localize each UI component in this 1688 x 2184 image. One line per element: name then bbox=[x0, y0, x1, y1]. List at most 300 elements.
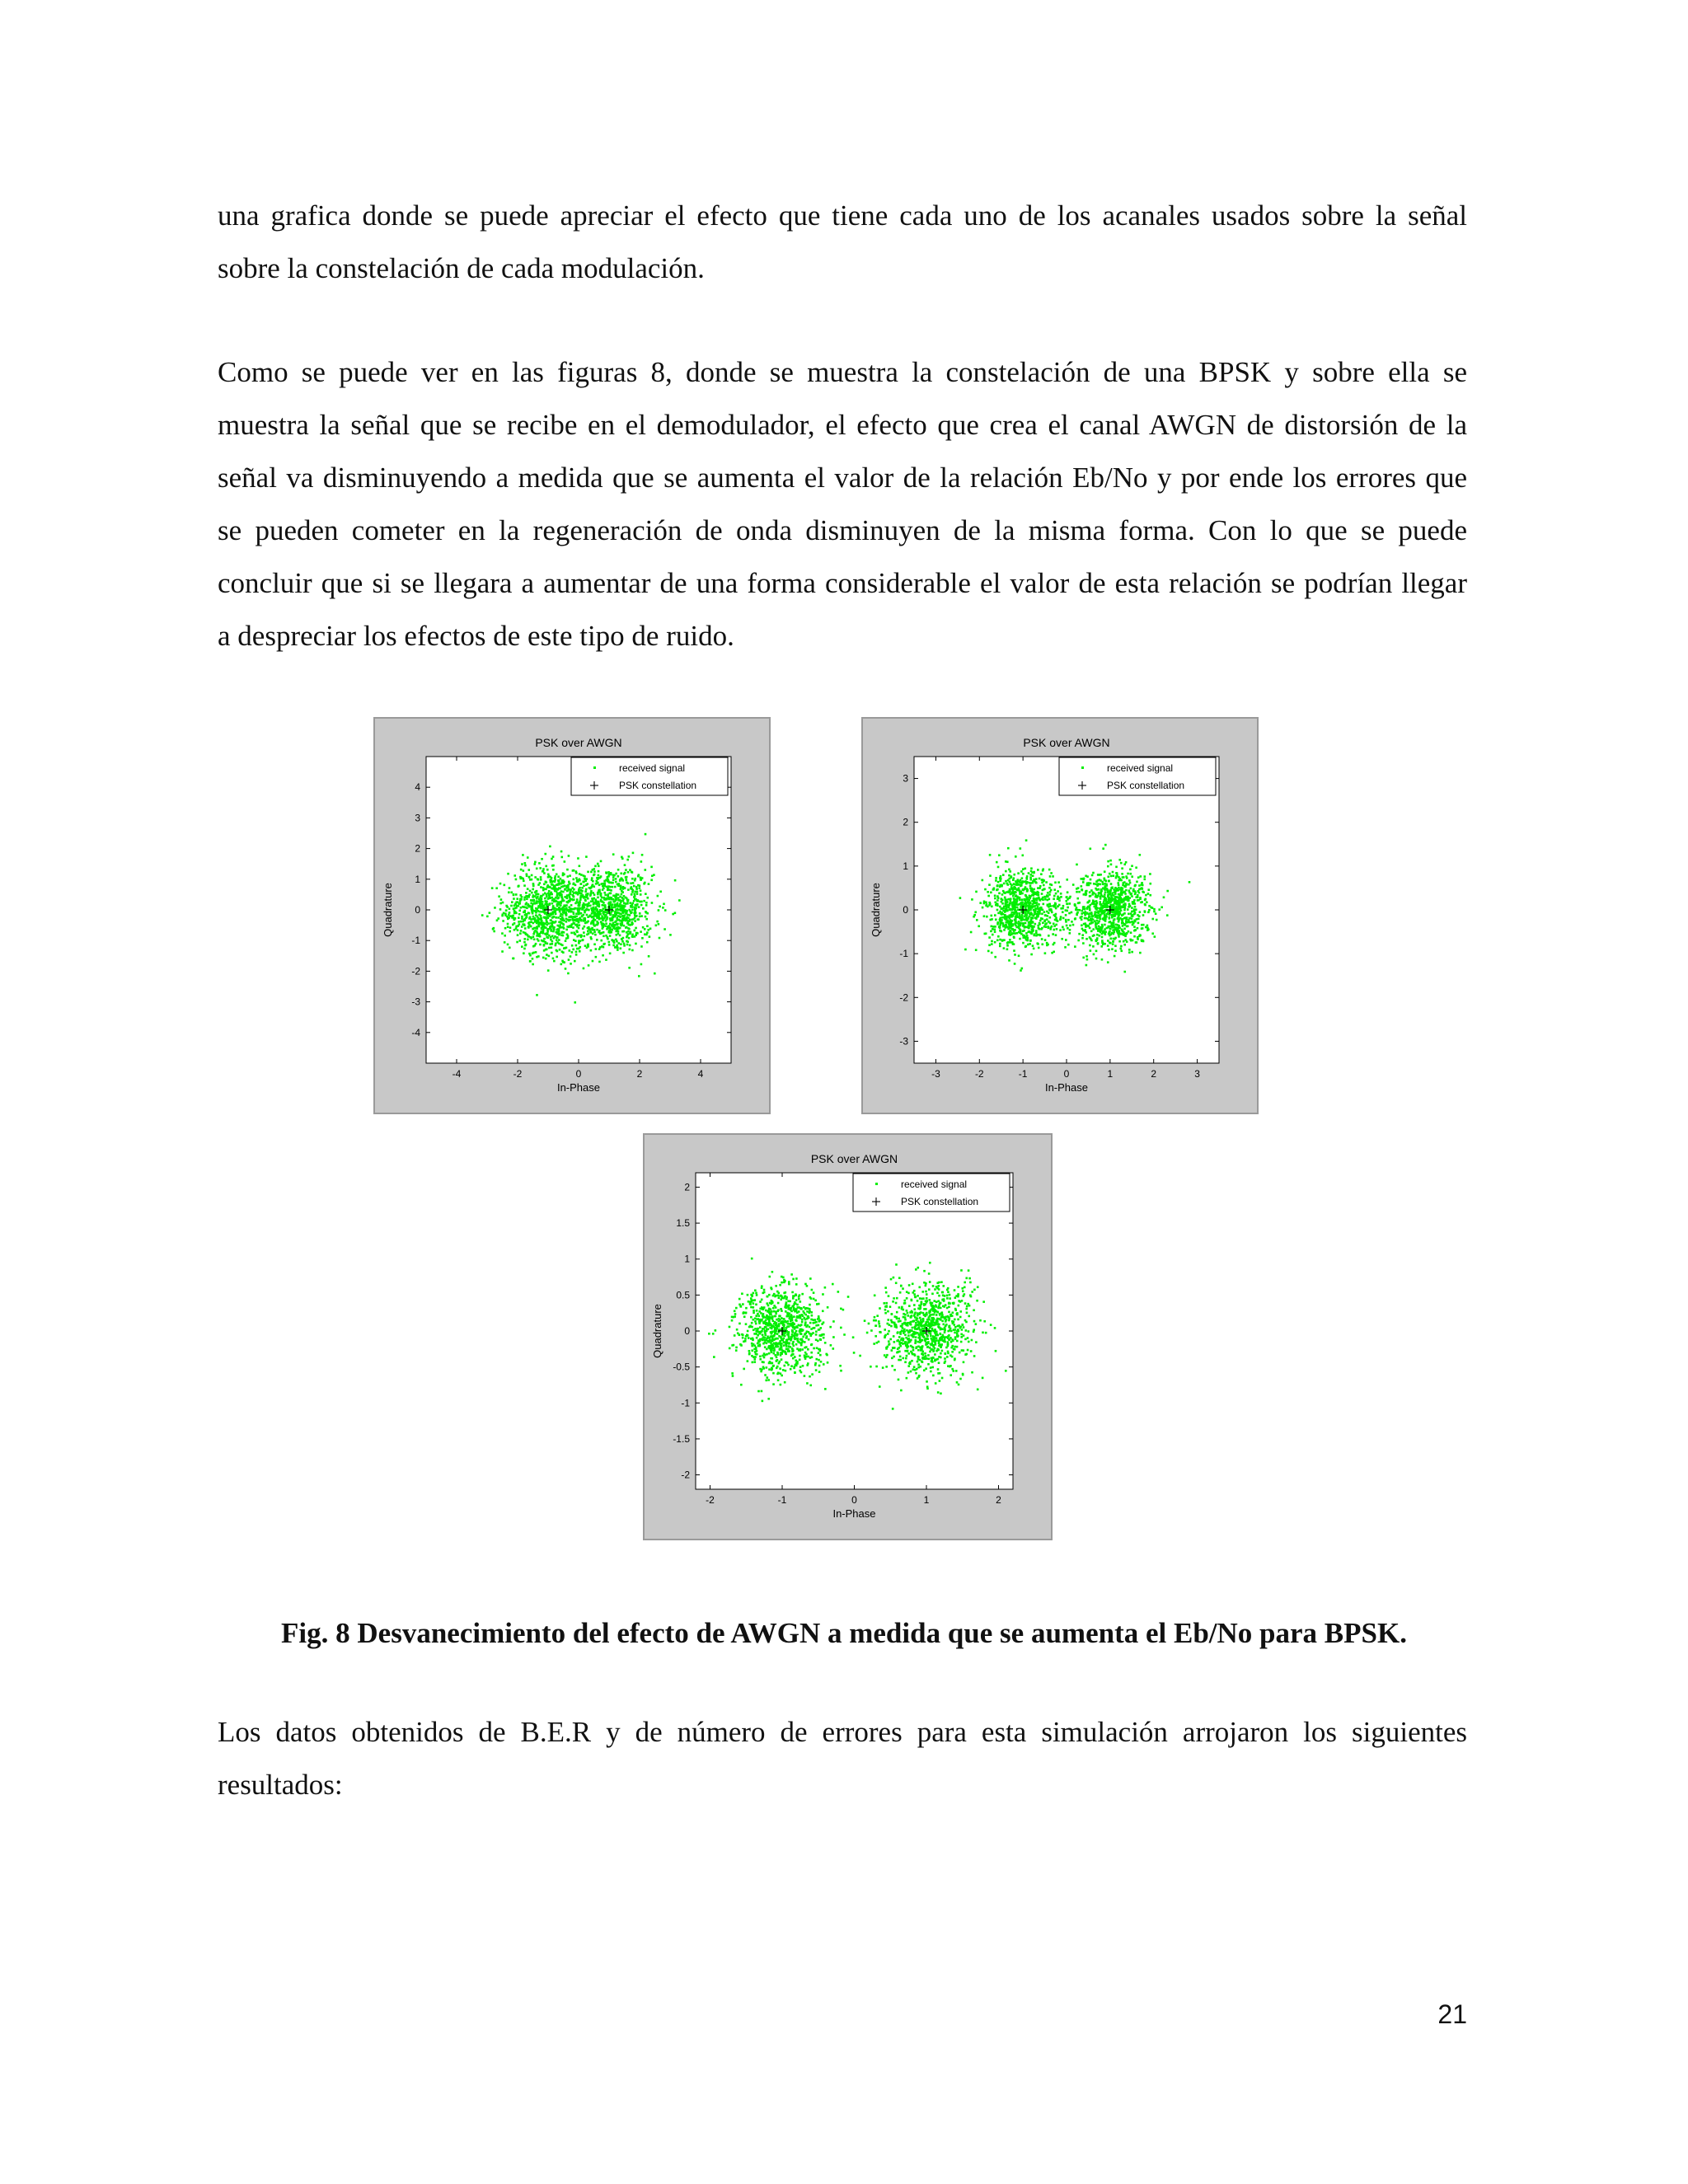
signal-point bbox=[1015, 910, 1017, 912]
signal-point bbox=[1099, 879, 1101, 881]
signal-point bbox=[603, 880, 606, 883]
signal-point bbox=[638, 874, 640, 876]
signal-point bbox=[1053, 925, 1056, 927]
signal-point bbox=[995, 904, 997, 907]
signal-point bbox=[496, 919, 499, 921]
signal-point bbox=[537, 905, 540, 907]
signal-point bbox=[886, 1354, 889, 1357]
signal-point bbox=[669, 934, 672, 936]
signal-point bbox=[1032, 874, 1034, 877]
signal-point bbox=[923, 1308, 926, 1310]
signal-point bbox=[765, 1380, 767, 1382]
signal-point bbox=[800, 1333, 803, 1335]
signal-point bbox=[569, 874, 571, 877]
signal-point bbox=[544, 853, 546, 855]
signal-point bbox=[740, 1384, 743, 1386]
signal-point bbox=[1101, 958, 1104, 961]
signal-point bbox=[985, 901, 987, 903]
signal-point bbox=[1010, 875, 1013, 878]
x-tick-label: 4 bbox=[697, 1068, 704, 1080]
signal-point bbox=[544, 941, 546, 944]
signal-point bbox=[1144, 904, 1146, 907]
signal-point bbox=[1121, 873, 1123, 875]
signal-point bbox=[622, 900, 625, 902]
signal-point bbox=[631, 909, 634, 912]
signal-point bbox=[1031, 871, 1034, 874]
signal-point bbox=[527, 856, 529, 859]
signal-point bbox=[734, 1310, 736, 1312]
signal-point bbox=[806, 1285, 809, 1287]
signal-point bbox=[1137, 876, 1140, 879]
signal-point bbox=[1069, 932, 1071, 935]
signal-point bbox=[1021, 901, 1024, 903]
signal-point bbox=[961, 1287, 964, 1290]
signal-point bbox=[1014, 903, 1016, 906]
signal-point bbox=[631, 934, 634, 936]
signal-point bbox=[1074, 917, 1076, 920]
signal-point bbox=[533, 938, 536, 940]
signal-point bbox=[554, 911, 556, 913]
signal-point bbox=[615, 898, 617, 900]
signal-point bbox=[522, 854, 524, 856]
signal-point bbox=[656, 921, 659, 923]
signal-point bbox=[587, 909, 589, 912]
signal-point bbox=[820, 1361, 823, 1363]
signal-point bbox=[1030, 932, 1033, 935]
signal-point bbox=[1120, 887, 1123, 889]
signal-point bbox=[592, 933, 594, 935]
signal-point bbox=[556, 925, 559, 927]
signal-point bbox=[1120, 949, 1123, 952]
legend-label-psk-constellation: PSK constellation bbox=[619, 780, 697, 791]
signal-point bbox=[1095, 924, 1097, 926]
signal-point bbox=[560, 915, 562, 917]
signal-point bbox=[572, 869, 574, 872]
signal-point bbox=[1091, 893, 1094, 896]
signal-point bbox=[1009, 881, 1011, 883]
signal-point bbox=[553, 916, 556, 918]
signal-point bbox=[1118, 911, 1121, 913]
signal-point bbox=[781, 1297, 784, 1300]
signal-point bbox=[767, 1337, 770, 1339]
signal-point bbox=[534, 902, 537, 905]
signal-point bbox=[529, 890, 532, 893]
signal-point bbox=[614, 886, 617, 888]
signal-point bbox=[811, 1289, 814, 1291]
signal-point bbox=[560, 883, 563, 885]
signal-point bbox=[590, 893, 593, 895]
y-tick-label: -1 bbox=[411, 935, 420, 947]
signal-point bbox=[900, 1285, 903, 1287]
signal-point bbox=[595, 880, 598, 883]
signal-point bbox=[1066, 910, 1068, 912]
signal-point bbox=[898, 1277, 901, 1279]
signal-point bbox=[899, 1356, 902, 1358]
signal-point bbox=[612, 903, 614, 906]
signal-point bbox=[543, 923, 546, 926]
signal-point bbox=[545, 933, 547, 935]
signal-point bbox=[591, 885, 593, 888]
signal-point bbox=[525, 903, 528, 906]
signal-point bbox=[1105, 916, 1108, 918]
signal-point bbox=[565, 947, 568, 949]
signal-point bbox=[509, 930, 511, 933]
signal-point bbox=[612, 901, 615, 903]
signal-point bbox=[581, 887, 584, 889]
signal-point bbox=[535, 910, 537, 912]
signal-point bbox=[524, 944, 527, 947]
signal-point bbox=[964, 949, 967, 951]
signal-point bbox=[817, 1318, 819, 1320]
signal-point bbox=[962, 1374, 964, 1376]
signal-point bbox=[548, 894, 551, 897]
signal-point bbox=[640, 879, 642, 881]
signal-point bbox=[1109, 873, 1111, 875]
signal-point bbox=[658, 909, 660, 912]
signal-point bbox=[898, 1379, 900, 1381]
signal-point bbox=[559, 926, 561, 929]
signal-point bbox=[815, 1358, 818, 1361]
signal-point bbox=[591, 898, 593, 900]
signal-point bbox=[1025, 922, 1027, 925]
signal-point bbox=[586, 934, 588, 936]
signal-point bbox=[1085, 955, 1088, 958]
signal-point bbox=[529, 960, 532, 963]
signal-point bbox=[949, 1297, 951, 1300]
signal-point bbox=[635, 943, 637, 945]
signal-point bbox=[635, 904, 637, 907]
signal-point bbox=[773, 1350, 776, 1352]
signal-point bbox=[808, 1338, 810, 1341]
signal-point bbox=[1123, 940, 1125, 943]
signal-point bbox=[568, 900, 570, 902]
signal-point bbox=[517, 929, 519, 931]
signal-point bbox=[645, 916, 647, 918]
signal-point bbox=[560, 904, 562, 907]
signal-point bbox=[814, 1362, 817, 1365]
signal-point bbox=[524, 927, 527, 930]
paragraph-bpsk-analysis bbox=[198, 346, 1467, 663]
signal-point bbox=[570, 925, 573, 927]
signal-point bbox=[752, 1306, 754, 1309]
signal-point bbox=[975, 1323, 978, 1325]
signal-point bbox=[546, 930, 549, 933]
signal-point bbox=[780, 1384, 782, 1386]
signal-point bbox=[924, 1324, 926, 1326]
signal-point bbox=[1074, 945, 1076, 948]
signal-point bbox=[535, 907, 537, 910]
signal-point bbox=[610, 893, 612, 895]
signal-point bbox=[1133, 926, 1136, 928]
signal-point bbox=[947, 1291, 950, 1293]
signal-point bbox=[1129, 921, 1132, 924]
signal-point bbox=[935, 1382, 937, 1385]
signal-point bbox=[1049, 875, 1052, 878]
signal-point bbox=[1131, 921, 1133, 923]
signal-point bbox=[1123, 904, 1125, 907]
signal-point bbox=[532, 884, 535, 887]
signal-point bbox=[1104, 870, 1106, 873]
signal-point bbox=[1012, 895, 1015, 898]
signal-point bbox=[529, 879, 532, 881]
signal-point bbox=[1100, 918, 1102, 921]
signal-point bbox=[615, 878, 617, 880]
signal-point bbox=[499, 908, 502, 911]
signal-point bbox=[557, 875, 560, 878]
signal-point bbox=[731, 1372, 734, 1375]
signal-point bbox=[621, 897, 624, 899]
signal-point bbox=[590, 907, 593, 910]
signal-point bbox=[1084, 913, 1086, 916]
signal-point bbox=[900, 1390, 903, 1392]
signal-point bbox=[735, 1307, 738, 1310]
signal-point bbox=[713, 1356, 715, 1358]
signal-point bbox=[546, 929, 549, 931]
signal-point bbox=[840, 1308, 842, 1310]
x-tick-label: 2 bbox=[636, 1068, 643, 1080]
signal-point bbox=[556, 893, 559, 895]
signal-point bbox=[518, 940, 521, 942]
signal-point bbox=[762, 1400, 764, 1403]
signal-point bbox=[912, 1320, 914, 1323]
signal-point bbox=[531, 892, 533, 894]
signal-point bbox=[631, 871, 634, 874]
signal-point bbox=[520, 930, 523, 932]
signal-point bbox=[1042, 868, 1044, 870]
signal-point bbox=[776, 1367, 778, 1370]
signal-point bbox=[616, 913, 618, 916]
signal-point bbox=[1053, 888, 1056, 891]
signal-point bbox=[771, 1271, 774, 1273]
signal-point bbox=[1096, 937, 1099, 940]
signal-point bbox=[987, 950, 990, 953]
signal-point bbox=[647, 929, 649, 931]
signal-point bbox=[493, 930, 495, 933]
signal-point bbox=[735, 1349, 738, 1352]
signal-point bbox=[557, 901, 560, 903]
signal-point bbox=[801, 1342, 804, 1344]
signal-point bbox=[748, 1337, 750, 1339]
signal-point bbox=[593, 907, 595, 909]
signal-point bbox=[1102, 942, 1104, 944]
signal-point bbox=[501, 915, 504, 917]
signal-point bbox=[1089, 912, 1091, 915]
signal-point bbox=[1012, 889, 1015, 892]
signal-point bbox=[612, 879, 615, 881]
signal-point bbox=[952, 1311, 954, 1314]
signal-point bbox=[518, 902, 521, 905]
signal-point bbox=[640, 963, 643, 966]
signal-point bbox=[596, 939, 598, 941]
signal-point bbox=[1039, 885, 1042, 888]
signal-point bbox=[948, 1311, 950, 1314]
signal-point bbox=[1099, 907, 1101, 910]
signal-point bbox=[523, 952, 525, 954]
signal-point bbox=[1109, 889, 1112, 892]
signal-point bbox=[929, 1262, 931, 1264]
signal-point bbox=[1022, 868, 1025, 870]
signal-point bbox=[658, 923, 660, 926]
signal-point bbox=[968, 1277, 971, 1280]
signal-point bbox=[1113, 898, 1115, 901]
signal-point bbox=[606, 898, 608, 900]
signal-point bbox=[1156, 919, 1158, 921]
signal-point bbox=[583, 907, 585, 909]
signal-point bbox=[1001, 919, 1003, 921]
signal-point bbox=[640, 915, 643, 917]
signal-point bbox=[1142, 891, 1145, 893]
signal-point bbox=[1137, 922, 1140, 925]
signal-point bbox=[1017, 872, 1020, 874]
signal-point bbox=[628, 924, 631, 926]
signal-point bbox=[535, 890, 537, 893]
signal-point bbox=[947, 1315, 950, 1318]
signal-point bbox=[741, 1292, 743, 1295]
signal-point bbox=[759, 1355, 762, 1357]
signal-point bbox=[579, 907, 582, 910]
signal-point bbox=[556, 936, 558, 939]
signal-point bbox=[1044, 952, 1047, 954]
signal-point bbox=[1090, 930, 1093, 933]
signal-point bbox=[1099, 916, 1101, 918]
signal-point bbox=[958, 1305, 960, 1307]
signal-point bbox=[543, 938, 546, 940]
signal-point bbox=[552, 958, 555, 960]
signal-point bbox=[868, 1323, 870, 1325]
x-tick-label: -1 bbox=[777, 1494, 787, 1506]
signal-point bbox=[1081, 918, 1083, 921]
signal-point bbox=[884, 1309, 887, 1311]
signal-point bbox=[1132, 914, 1134, 916]
signal-point bbox=[1009, 891, 1011, 893]
signal-point bbox=[1013, 874, 1015, 876]
signal-point bbox=[983, 901, 986, 903]
signal-point bbox=[1004, 897, 1006, 899]
signal-point bbox=[601, 945, 603, 948]
signal-point bbox=[1144, 911, 1146, 913]
signal-point bbox=[1030, 925, 1033, 927]
signal-point bbox=[1059, 886, 1062, 888]
y-tick-label: 2 bbox=[415, 842, 420, 855]
signal-point bbox=[735, 1347, 738, 1349]
signal-point bbox=[513, 910, 516, 912]
signal-point bbox=[801, 1321, 804, 1324]
signal-point bbox=[527, 939, 529, 941]
signal-point bbox=[1020, 879, 1022, 882]
signal-point bbox=[744, 1340, 747, 1343]
signal-point bbox=[1135, 896, 1137, 898]
signal-point bbox=[646, 897, 649, 899]
signal-point bbox=[542, 901, 544, 903]
signal-point bbox=[732, 1375, 734, 1377]
signal-point bbox=[518, 910, 521, 912]
signal-point bbox=[547, 914, 550, 916]
signal-point bbox=[561, 909, 564, 912]
signal-point bbox=[592, 892, 594, 894]
signal-point bbox=[810, 1352, 813, 1354]
signal-point bbox=[1042, 879, 1044, 881]
signal-point bbox=[1069, 925, 1071, 927]
signal-point bbox=[1107, 865, 1109, 868]
signal-point bbox=[612, 882, 614, 884]
signal-point bbox=[940, 1346, 942, 1348]
signal-point bbox=[785, 1370, 787, 1372]
signal-point bbox=[1128, 892, 1131, 894]
signal-point bbox=[960, 1269, 963, 1272]
signal-point bbox=[1082, 957, 1085, 959]
signal-point bbox=[1117, 889, 1119, 892]
signal-point bbox=[1120, 933, 1123, 935]
signal-point bbox=[948, 1302, 950, 1305]
signal-point bbox=[753, 1361, 756, 1363]
signal-point bbox=[804, 1319, 807, 1321]
signal-point bbox=[1060, 893, 1062, 895]
signal-point bbox=[536, 926, 538, 928]
y-tick-label: -1 bbox=[899, 948, 908, 960]
signal-point bbox=[1019, 916, 1021, 919]
signal-point bbox=[780, 1372, 782, 1375]
signal-point bbox=[1095, 940, 1098, 942]
signal-point bbox=[1032, 944, 1034, 947]
signal-point bbox=[573, 931, 575, 934]
signal-point bbox=[621, 907, 623, 910]
signal-point bbox=[601, 922, 603, 925]
p2-line: concluir que si se llegara a aumentar de una forma considerable el valor de esta relación se podrían llegar bbox=[218, 567, 1467, 599]
signal-point bbox=[1095, 912, 1098, 914]
signal-point bbox=[1128, 913, 1130, 916]
signal-point bbox=[621, 921, 624, 924]
signal-point bbox=[1072, 883, 1075, 886]
signal-point bbox=[631, 935, 634, 938]
signal-point bbox=[1003, 929, 1006, 931]
signal-point bbox=[634, 898, 636, 901]
signal-point bbox=[1114, 938, 1116, 940]
signal-point bbox=[1067, 891, 1069, 893]
signal-point bbox=[1123, 912, 1126, 915]
signal-point bbox=[589, 888, 592, 890]
signal-point bbox=[753, 1292, 755, 1295]
signal-point bbox=[1129, 873, 1132, 875]
signal-point bbox=[1110, 883, 1113, 885]
signal-point bbox=[560, 944, 562, 946]
signal-point bbox=[563, 924, 565, 926]
signal-point bbox=[607, 894, 609, 897]
signal-point bbox=[884, 1329, 886, 1331]
signal-point bbox=[1008, 934, 1010, 936]
signal-point bbox=[971, 1339, 973, 1342]
signal-point bbox=[597, 897, 599, 899]
signal-point bbox=[1044, 939, 1047, 941]
signal-point bbox=[988, 883, 991, 886]
signal-point bbox=[554, 875, 556, 878]
signal-point bbox=[991, 943, 993, 945]
signal-point bbox=[606, 928, 608, 930]
signal-point bbox=[1062, 911, 1064, 913]
signal-point bbox=[1189, 881, 1191, 883]
p2-line: señal va disminuyendo a medida que se aumenta el valor de la relación Eb/No y por ende los errores que bbox=[218, 462, 1467, 494]
signal-point bbox=[623, 906, 626, 908]
signal-point bbox=[644, 928, 646, 930]
signal-point bbox=[1107, 961, 1109, 963]
signal-point bbox=[931, 1293, 934, 1296]
signal-point bbox=[500, 898, 503, 901]
signal-point bbox=[753, 1310, 755, 1312]
signal-point bbox=[975, 949, 978, 951]
signal-point bbox=[576, 898, 579, 901]
signal-point bbox=[947, 1343, 950, 1346]
signal-point bbox=[495, 887, 498, 889]
signal-point bbox=[614, 921, 617, 923]
